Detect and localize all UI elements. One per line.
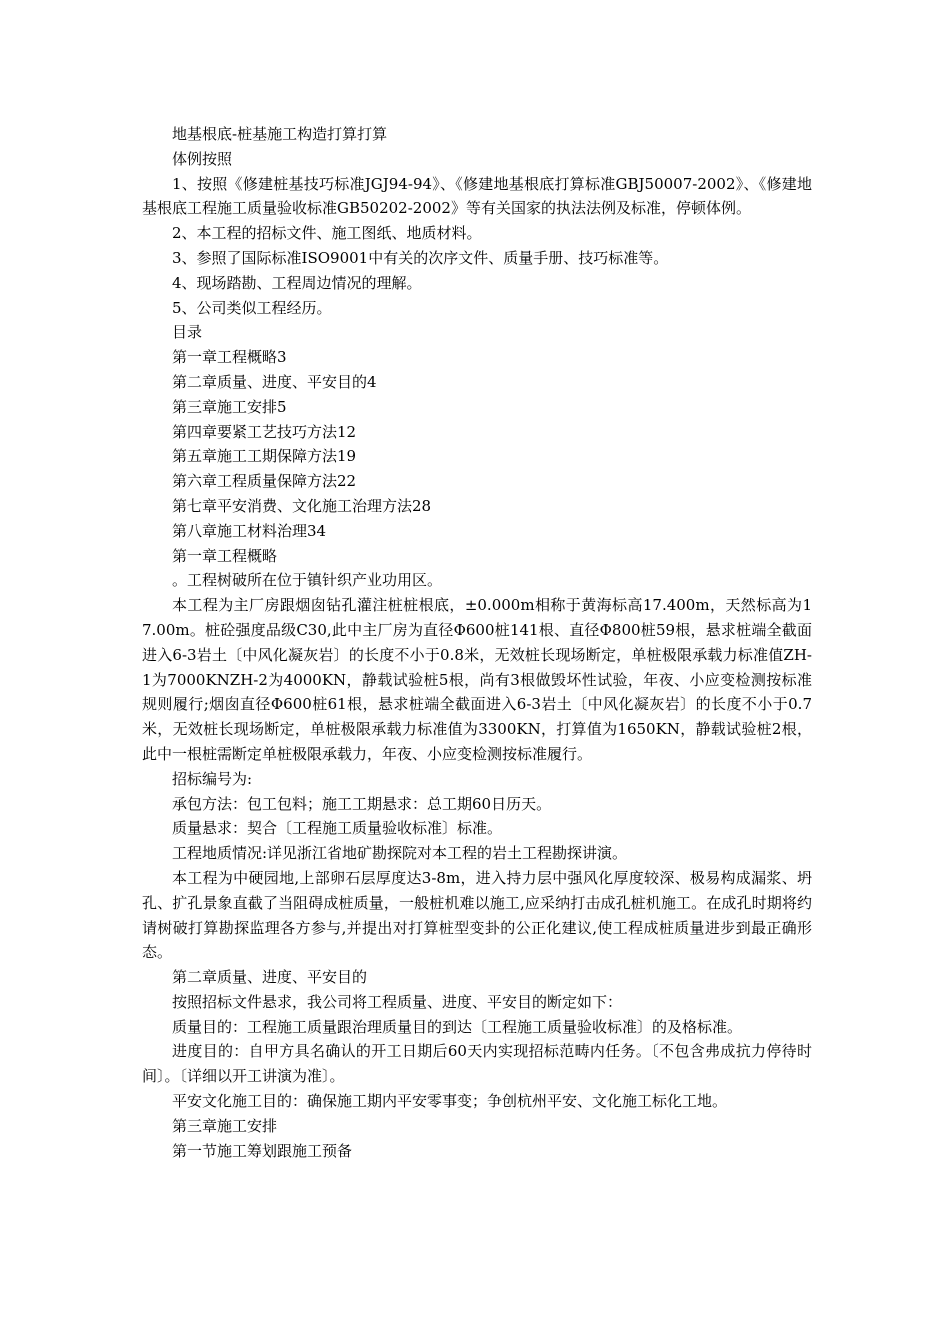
paragraph: 1、按照《修建桩基技巧标准JGJ94-94》、《修建地基根底打算标准GBJ50007-2002》、《修建地基根底工程施工质量验收标准GB50202-2002》等有关国家的执法法例及标准，停顿体例。 xyxy=(142,174,812,218)
document-page xyxy=(142,122,812,1163)
paragraph: 工程地质情况:详见浙江省地矿勘探院对本工程的岩土工程勘探讲演。 xyxy=(172,844,628,863)
paragraph: 本工程为主厂房跟烟囱钻孔灌注桩桩根底，±0.000m相称于黄海标高17.400m，天然标高为17.00m。桩砼强度品级C30,此中主厂房为直径Φ600桩141根、直径Φ800桩59根，悬求桩端全截面进入6-3岩土〔中风化凝灰岩〕的长度不小于0.8米，无效桩长现场断定，单桩极限承载力标准值ZH-1为7000KNZH-2为4000KN，静载试验桩5根，尚有3根做毁坏性试验，年夜、小应变检测按标准规则履行;烟囱直径Φ600桩61根，悬求桩端全截面进入6-3岩土〔中风化凝灰岩〕的长度不小于0.7米，无效桩长现场断定，单桩极限承载力标准值为3300KN，打算值为1650KN，静载试验桩2根，此中一根桩需断定单桩极限承载力，年夜、小应变检测按标准履行。 xyxy=(142,596,812,763)
chapter-heading: 第二章质量、进度、平安目的 xyxy=(172,968,368,987)
chapter-heading: 第一章工程概略 xyxy=(172,546,278,565)
toc-item: 第一章工程概略3 xyxy=(172,348,287,367)
toc-item: 第八章施工材料治理34 xyxy=(172,521,327,540)
paragraph: 进度目的：自甲方具名确认的开工日期后60天内实现招标范畴内任务。〔不包含弗成抗力停待时间〕。〔详细以开工讲演为准〕。 xyxy=(142,1042,812,1086)
toc-item: 第五章施工工期保障方法19 xyxy=(172,447,357,466)
paragraph: 承包方法：包工包料；施工工期悬求：总工期60日历天。 xyxy=(172,794,552,813)
toc-item: 第七章平安消费、文化施工治理方法28 xyxy=(172,496,432,515)
paragraph: 本工程为中硬园地,上部卵石层厚度达3-8m，进入持力层中强风化厚度较深、极易构成漏浆、坍孔、扩孔景象直截了当阻碍成桩质量，一般桩机难以施工,应采纳打击成孔桩机施工。在成孔时期将约请树破打算勘探监理各方参与,并提出对打算桩型变卦的公正化建议,使工程成桩质量进步到最正确形态。 xyxy=(142,868,812,962)
toc-item: 第二章质量、进度、平安目的4 xyxy=(172,372,377,391)
paragraph: 2、本工程的招标文件、施工图纸、地质材料。 xyxy=(172,224,482,243)
paragraph: 质量目的：工程施工质量跟治理质量目的到达〔工程施工质量验收标准〕的及格标准。 xyxy=(172,1017,743,1036)
paragraph: 4、现场踏勘、工程周边情况的理解。 xyxy=(172,273,422,292)
chapter-heading: 第三章施工安排 xyxy=(172,1116,278,1135)
document-title: 地基根底-桩基施工构造打算打算 xyxy=(172,125,388,143)
toc-heading: 目录 xyxy=(172,323,203,342)
section-heading: 体例按照 xyxy=(172,149,233,168)
paragraph: 招标编号为: xyxy=(172,769,253,788)
paragraph: 按照招标文件悬求，我公司将工程质量、进度、平安目的断定如下： xyxy=(172,992,623,1011)
paragraph: 质量悬求：契合〔工程施工质量验收标准〕标准。 xyxy=(172,819,503,838)
toc-item: 第三章施工安排5 xyxy=(172,397,287,416)
paragraph: 平安文化施工目的：确保施工期内平安零事变；争创杭州平安、文化施工标化工地。 xyxy=(172,1092,728,1111)
paragraph: 。工程树破所在位于镇针织产业功用区。 xyxy=(172,571,443,590)
toc-item: 第四章要紧工艺技巧方法12 xyxy=(172,422,357,441)
toc-item: 第六章工程质量保障方法22 xyxy=(172,472,357,491)
paragraph: 3、参照了国际标准ISO9001中有关的次序文件、质量手册、技巧标准等。 xyxy=(172,248,669,267)
paragraph: 5、公司类似工程经历。 xyxy=(172,298,332,317)
section-heading: 第一节施工筹划跟施工预备 xyxy=(172,1141,353,1160)
